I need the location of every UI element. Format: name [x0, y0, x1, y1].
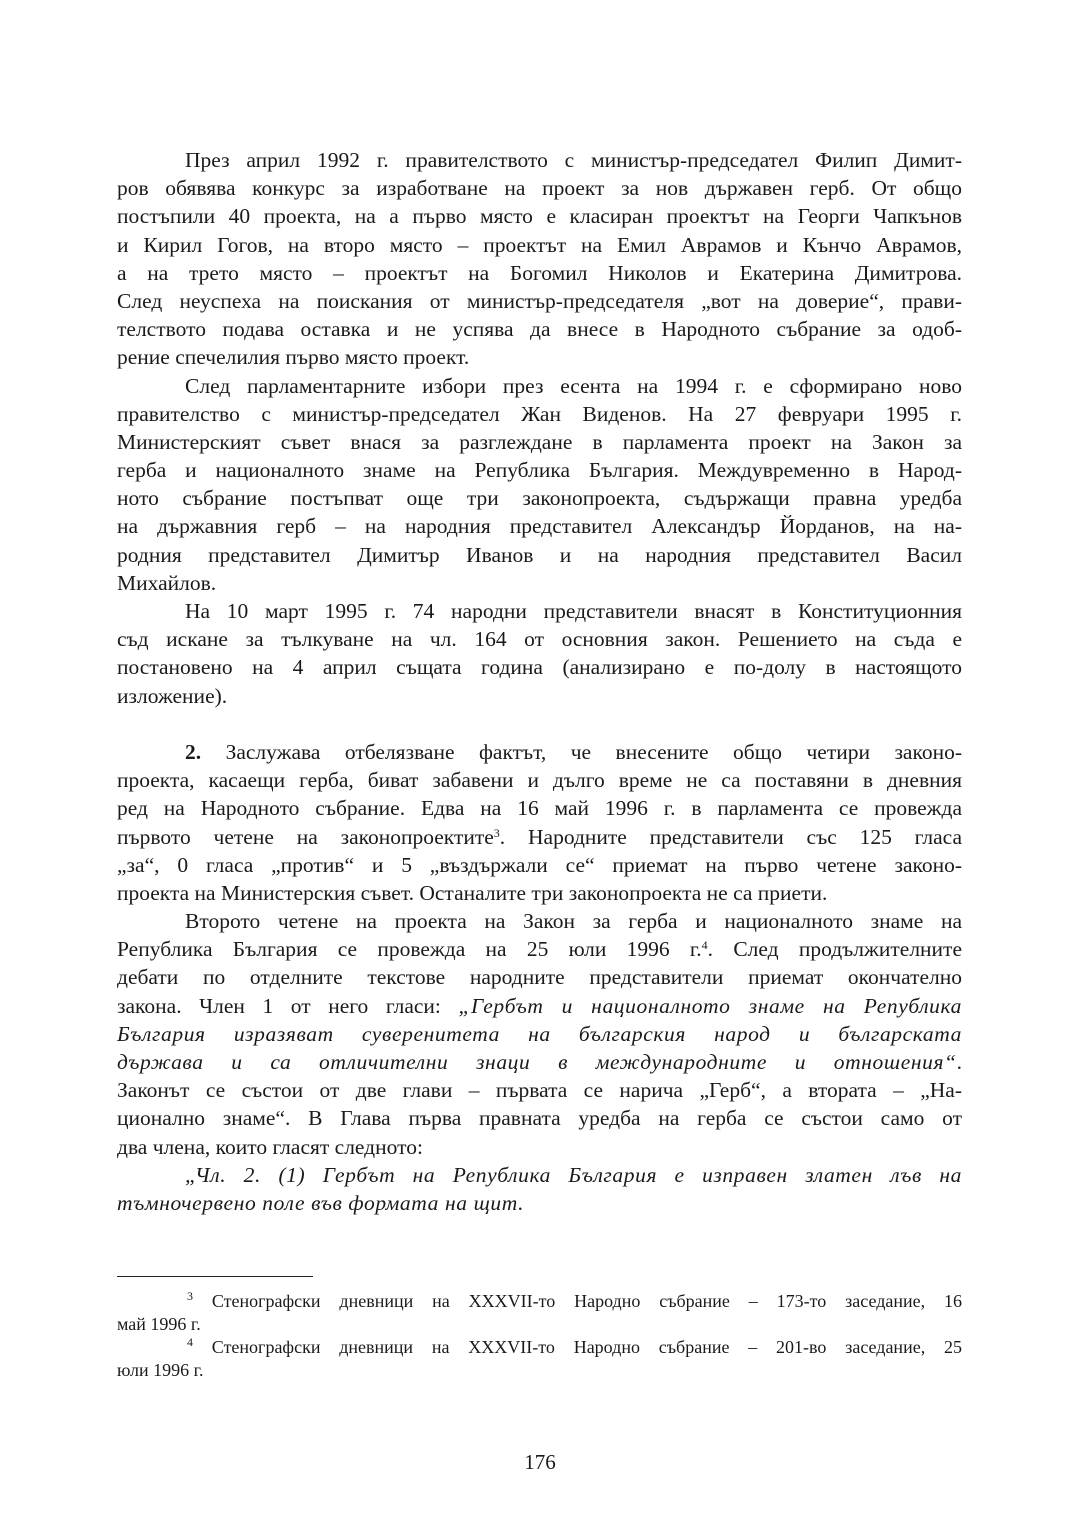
text-line	[117, 1133, 962, 1161]
text-line	[117, 569, 962, 597]
text-line	[117, 653, 962, 681]
text-line	[117, 1359, 962, 1382]
footnote-marker: 3	[493, 825, 500, 840]
footnotes	[117, 1290, 962, 1382]
text-run: правителство с министър-председател Жан Виденов. На 27 февруари 1995 г.	[117, 401, 962, 426]
text-line	[117, 879, 962, 907]
quoted-text: държава и са отличителни знаци в международните и отношения“	[117, 1050, 957, 1074]
body-text	[117, 146, 962, 1217]
text-run: ционално знаме“. В Глава първа правната уредба на герба се състои само от	[117, 1106, 962, 1131]
text-line	[117, 1336, 962, 1359]
text-run: дебати по отделните текстове народните представители приемат окончателно	[117, 965, 962, 990]
text-run: През април 1992 г. правителството с министър-председател Филип Димит-	[185, 148, 962, 172]
text-line	[117, 682, 962, 710]
text-run: май 1996 г.	[117, 1314, 201, 1334]
text-run: Второто четене на проекта на Закон за герба и националното знаме на	[185, 909, 962, 934]
text-line	[117, 1048, 962, 1076]
paragraph	[117, 1161, 962, 1217]
paragraph-gap	[117, 710, 962, 738]
text-line	[117, 1076, 962, 1104]
footnote	[117, 1336, 962, 1382]
text-line	[117, 174, 962, 202]
text-line	[117, 231, 962, 259]
text-line	[117, 1020, 962, 1048]
text-line	[117, 992, 962, 1020]
text-run: изложение).	[117, 683, 228, 708]
text-run: Заслужава отбелязване фактът, че внесените общо четири законо-	[201, 739, 962, 764]
text-run: проекта, касаещи герба, биват забавени и дълго време не са поставяни в дневния	[117, 768, 962, 793]
text-line	[117, 259, 962, 287]
text-line	[117, 541, 962, 569]
text-line	[117, 1290, 962, 1313]
text-run: Законът се състои от две глави – първата се нарича „Герб“, а втората – „На-	[117, 1078, 962, 1103]
text-line	[117, 963, 962, 991]
text-line	[117, 766, 962, 794]
text-run: . Народните представители със 125 гласа	[499, 824, 962, 849]
text-line	[117, 146, 962, 174]
text-run: първото четене на законопроектите	[117, 824, 494, 849]
paragraph	[117, 597, 962, 710]
text-line	[117, 372, 962, 400]
text-run: постъпили 40 проекта, на а първо място е класиран проектът на Георги Чапкънов	[117, 204, 962, 229]
text-run: Стенографски дневници на XXXVII-то Народно събрание – 173-то заседание, 16	[193, 1291, 962, 1311]
page-number: 176	[524, 1450, 556, 1474]
quoted-text: България изразяват суверенитета на българския народ и българската	[117, 1021, 962, 1046]
paragraph	[117, 372, 962, 598]
text-line	[117, 484, 962, 512]
quoted-text: „Гербът и националното знаме на Република	[458, 993, 963, 1018]
text-run: ното събрание постъпват още три законопроекта, съдържащи правна уредба	[117, 486, 962, 511]
text-line	[117, 1189, 962, 1217]
text-line	[117, 343, 962, 371]
text-line	[117, 512, 962, 540]
text-run: родния представител Димитър Иванов и на народния представител Васил	[117, 542, 962, 567]
text-run: закона. Член 1 от него гласи:	[117, 993, 459, 1018]
text-run: Република България се провежда на 25 юли 1996 г.	[117, 937, 702, 962]
footnote-marker: 3	[187, 1289, 193, 1303]
text-run: постановено на 4 април същата година (анализирано е по-долу в настоящото	[117, 655, 962, 680]
text-line	[117, 202, 962, 230]
text-run: Стенографски дневници на XXXVII-то Народно събрание – 201-во заседание, 25	[193, 1337, 962, 1357]
text-line	[117, 287, 962, 315]
text-run: телството подава оставка и не успява да внесе в Народното събрание за одоб-	[117, 317, 962, 342]
paragraph	[117, 146, 962, 372]
text-run: а на трето място – проектът на Богомил Николов и Екатерина Димитрова.	[117, 260, 962, 285]
footnote	[117, 1290, 962, 1336]
text-line	[117, 738, 962, 766]
text-run: юли 1996 г.	[117, 1360, 204, 1380]
footnote-marker: 4	[187, 1335, 193, 1349]
text-run: ред на Народното събрание. Едва на 16 май 1996 г. в парламента се провежда	[117, 796, 962, 821]
text-line	[117, 935, 962, 963]
quoted-text: тъмночервено поле във формата на щит.	[117, 1190, 525, 1215]
quoted-text: „Чл. 2. (1) Гербът на Република България е изправен златен лъв на	[185, 1162, 962, 1187]
text-line	[117, 400, 962, 428]
paragraph	[117, 907, 962, 1161]
text-line	[117, 1161, 962, 1189]
text-line	[117, 597, 962, 625]
text-run: Михайлов.	[117, 570, 217, 595]
text-run: проекта на Министерския съвет. Останалите три законопроекта не са приети.	[117, 880, 828, 905]
text-run: На 10 март 1995 г. 74 народни представители внасят в Конституционния	[185, 599, 962, 623]
text-run: на държавния герб – на народния представител Александър Йорданов, на на-	[117, 514, 962, 539]
text-line	[117, 823, 962, 851]
text-line	[117, 907, 962, 935]
text-line	[117, 851, 962, 879]
text-line	[117, 1104, 962, 1132]
text-run: След неуспеха на поискания от министър-председателя „вот на доверие“, прави-	[117, 288, 962, 313]
paragraph	[117, 738, 962, 907]
text-run: два члена, които гласят следното:	[117, 1134, 423, 1159]
footnote-separator	[117, 1276, 313, 1277]
text-run: герба и националното знаме на Република България. Междувременно в Народ-	[117, 458, 962, 483]
text-line	[117, 794, 962, 822]
text-line	[117, 625, 962, 653]
text-line	[117, 315, 962, 343]
text-run: „за“, 0 гласа „против“ и 5 „въздържали се“ приемат на първо четене законо-	[117, 852, 962, 877]
text-run: .	[956, 1050, 962, 1074]
text-line	[117, 456, 962, 484]
text-run: Министерският съвет внася за разглеждане в парламента проект на Закон за	[117, 429, 962, 454]
text-run: 2.	[185, 739, 202, 764]
text-run: рение спечелилия първо място проект.	[117, 345, 470, 370]
footnote-marker: 4	[701, 938, 708, 953]
text-run: и Кирил Гогов, на второ място – проектът на Емил Аврамов и Кънчо Аврамов,	[117, 232, 962, 257]
text-run: След парламентарните избори през есента на 1994 г. е сформирано ново	[185, 373, 962, 398]
text-line	[117, 1313, 962, 1336]
text-run: . След продължителните	[707, 937, 962, 962]
text-run: ров обявява конкурс за изработване на проект за нов държавен герб. От общо	[117, 176, 962, 201]
text-run: съд искане за тълкуване на чл. 164 от основния закон. Решението на съда е	[117, 627, 962, 652]
text-line	[117, 428, 962, 456]
